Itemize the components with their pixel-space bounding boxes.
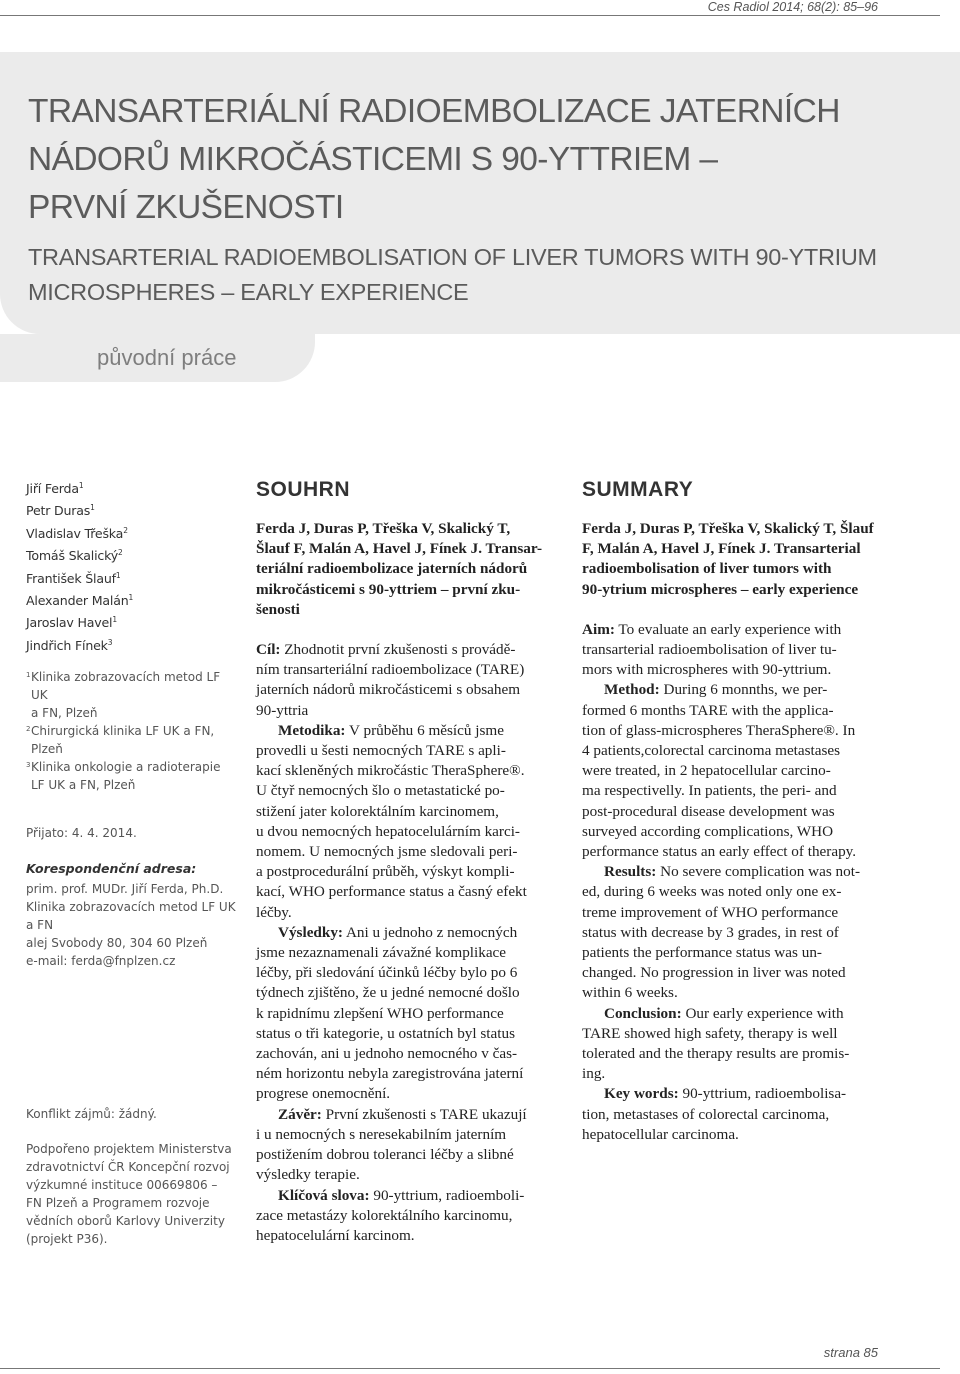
title-czech-line: TRANSARTERIÁLNÍ RADIOEMBOLIZACE JATERNÍCH <box>28 93 840 130</box>
results-label: Výsledky: <box>278 923 343 941</box>
abstract-results: Výsledky: Ani u jednoho z nemocných jsme nezaznamenali závažné komplikace léčby, při sledování účinků léčby bylo po 6 týdnech zjištěno, že u jedné nemocné došlo k rapidnímu zlepšení WHO performance status o tři kategorie, u ostatních byl status zachován, ani u jednoho nemocného v čas- ném horizontu nebyla zaregistrována jaterní progrese onemocnění. <box>256 923 524 1103</box>
author: Tomáš Skalický$^2$ <box>26 548 123 564</box>
correspondence-email: e-mail: ferda@fnplzen.cz <box>26 954 176 969</box>
author-sidebar <box>26 476 236 970</box>
funding-line: Podpořeno projektem Ministerstva <box>26 1142 232 1156</box>
conflict-of-interest: Konflikt zájmů: žádný. <box>26 1107 157 1121</box>
affiliation: 3 Klinika onkologie a radioterapie LF UK a FN, Plzeň <box>26 760 221 793</box>
abstract-czech <box>256 478 554 1246</box>
citation-line: radioembolisation of liver tumors with <box>582 560 832 578</box>
citation-line: mikročásticemi s 90-yttriem – první zku- <box>256 580 521 598</box>
abstract-conclusion: Conclusion: Our early experience with TARE showed high safety, therapy is well tolerated and the therapy results are promis- ing. <box>582 1004 850 1083</box>
keywords-label: Key words: <box>604 1085 679 1103</box>
article-type-label: původní práce <box>97 345 237 370</box>
header-rule <box>0 15 940 16</box>
method-label: Metodika: <box>278 721 346 739</box>
title-czech-line: NÁDORŮ MIKROČÁSTICEMI S 90-YTTRIEM – <box>28 141 718 178</box>
abstract-english <box>582 478 880 1145</box>
abstract-aim: Cíl: Zhodnotit první zkušenosti s provádě- ním transarteriální radioembolizace (TARE) jaterních nádorů mikročásticemi s obsahem 90-yttria <box>256 641 525 719</box>
author: Jiří Ferda$^1$ <box>26 481 84 497</box>
funding-line: FN Plzeň a Programem rozvoje <box>26 1196 210 1210</box>
abstract-heading: SUMMARY <box>582 478 694 501</box>
footer-rule <box>0 1368 940 1369</box>
funding-line: zdravotnictví ČR Koncepční rozvoj <box>26 1160 230 1174</box>
citation-line: teriální radioembolizace jaterních nádorů <box>256 560 528 578</box>
title-english-line: TRANSARTERIAL RADIOEMBOLISATION OF LIVER TUMORS WITH 90-YTRIUM <box>28 244 877 270</box>
citation-line: Ferda J, Duras P, Třeška V, Skalický T, <box>256 520 511 537</box>
title-english-line: MICROSPHERES – EARLY EXPERIENCE <box>28 279 469 305</box>
correspondence-line: Klinika zobrazovacích metod LF UK <box>26 900 236 915</box>
abstract-results: Results: No severe complication was not- ed, during 6 weeks was noted only one ex- treme improvement of WHO performance status with decrease by 3 grades, in rest of patients the performance status was un- changed. No progression in liver was noted within 6 weeks. <box>582 863 861 1002</box>
affiliation: 2 Chirurgická klinika LF UK a FN, Plzeň <box>26 724 215 757</box>
title-english <box>28 240 877 310</box>
results-label: Results: <box>604 863 657 881</box>
correspondence-address <box>26 880 236 970</box>
abstract-method: Metodika: V průběhu 6 měsíců jsme provedli u šesti nemocných TARE s apli- kací skleněných mikročástic TheraSphere®. U čtyř nemocných šlo o metastatické po- stižení jater kolorektálním karcinomem, u dvou nemocných hepatocelulárním karci- nomem. U nemocných jsme sledovali peri- a postprocedurální průběh, výskyt kompli- kací, WHO performance status a časný efekt léčby. <box>256 721 527 921</box>
title-czech-line: PRVNÍ ZKUŠENOSTI <box>28 189 344 226</box>
author: Petr Duras$^1$ <box>26 503 95 519</box>
keywords-label: Klíčová slova: <box>278 1186 370 1204</box>
title-czech <box>28 88 840 232</box>
correspondence-line: alej Svobody 80, 304 60 Plzeň <box>26 936 208 951</box>
funding-note <box>26 1140 238 1248</box>
author: Alexander Malán$^1$ <box>26 592 134 609</box>
abstract-conclusion: Závěr: První zkušenosti s TARE ukazují i u nemocných s neresekabilním jaterním postižením dobrou toleranci léčby a slibné výsledky terapie. <box>256 1105 527 1184</box>
citation-line: F, Malán A, Havel J, Fínek J. Transarterial <box>582 540 861 558</box>
affiliation-list <box>26 668 236 794</box>
aim-label: Aim: <box>582 620 615 638</box>
correspondence-line: a FN <box>26 918 54 933</box>
author: Jindřich Fínek$^3$ <box>26 637 113 653</box>
conclusion-label: Závěr: <box>278 1105 322 1123</box>
abstract-citation <box>256 519 554 620</box>
abstract-citation <box>582 519 880 600</box>
citation-line: Ferda J, Duras P, Třeška V, Skalický T, Šlauf <box>582 520 874 537</box>
author: Jaroslav Havel$^1$ <box>26 615 117 631</box>
received-date: Přijato: 4. 4. 2014. <box>26 826 137 841</box>
abstract-keywords: Key words: 90-yttrium, radioembolisa- tion, metastases of colorectal carcinoma, hepatocellular carcinoma. <box>582 1085 847 1143</box>
author-list <box>26 476 236 655</box>
abstract-method: Method: During 6 monnths, we per- formed 6 months TARE with the applica- tion of glass-microspheres TheraSphere®. In 4 patients,colorectal carcinoma metastases were treated, in 2 hepatocellular carcino- ma respectivelly. In patients, the peri- and post-procedural disease development was surveyed according complications, WHO performance status an early effect of therapy. <box>582 681 857 861</box>
abstract-aim: Aim: To evaluate an early experience with transarterial radioembolisation of liver tu- mors with microspheres with 90-yttrium. <box>582 620 842 679</box>
citation-line: šenosti <box>256 600 300 618</box>
correspondence-heading: Korespondenční adresa: <box>26 861 197 877</box>
funding-line: výzkumné instituce 00669806 – <box>26 1178 218 1192</box>
author: František Šlauf$^1$ <box>26 570 121 586</box>
method-label: Method: <box>604 681 660 699</box>
citation-line: Šlauf F, Malán A, Havel J, Fínek J. Transar- <box>256 540 543 558</box>
funding-line: vědních oborů Karlovy Univerzity <box>26 1214 225 1228</box>
funding-line: (projekt P36). <box>26 1232 108 1246</box>
correspondence-line: prim. prof. MUDr. Jiří Ferda, Ph.D. <box>26 882 224 897</box>
citation-line: 90-ytrium microspheres – early experience <box>582 580 859 598</box>
affiliation: 1 Klinika zobrazovacích metod LF UK a FN, Plzeň <box>26 670 221 721</box>
author: Vladislav Třeška$^2$ <box>26 525 128 541</box>
aim-label: Cíl: <box>256 641 281 659</box>
journal-reference: Ces Radiol 2014; 68(2): 85–96 <box>707 0 878 14</box>
abstract-heading: SOUHRN <box>256 478 351 501</box>
page-number: strana 85 <box>823 1345 878 1360</box>
conclusion-label: Conclusion: <box>604 1004 682 1022</box>
abstract-keywords: Klíčová slova: 90-yttrium, radioemboli- zace metastázy kolorektálního karcinomu, hepatocelulární karcinom. <box>256 1186 525 1244</box>
